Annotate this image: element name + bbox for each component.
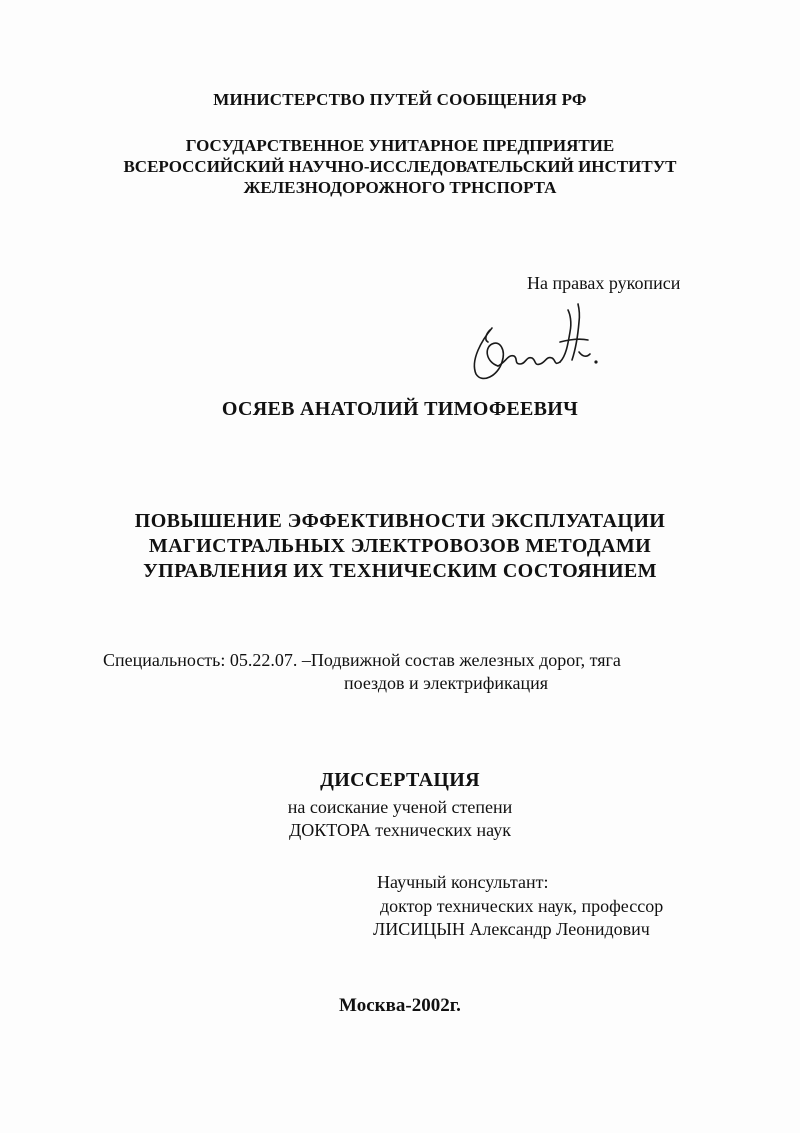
consultant-name: ЛИСИЦЫН Александр Леонидович <box>373 919 650 939</box>
specialty-line-2: поездов и электрификация <box>344 673 549 693</box>
consultant-degree: доктор технических наук, профессор <box>380 896 664 916</box>
thesis-title-line-3: УПРАВЛЕНИЯ ИХ ТЕХНИЧЕСКИМ СОСТОЯНИЕМ <box>143 560 657 582</box>
author-name: ОСЯЕВ АНАТОЛИЙ ТИМОФЕЕВИЧ <box>221 398 579 420</box>
thesis-title-line-1: ПОВЫШЕНИЕ ЭФФЕКТИВНОСТИ ЭКСПЛУАТАЦИИ <box>134 510 666 532</box>
degree-name-line: ДОКТОРА технических наук <box>289 820 511 840</box>
organization-line-3: ЖЕЛЕЗНОДОРОЖНОГО ТРНСПОРТА <box>243 178 557 197</box>
handwritten-signature <box>462 300 612 388</box>
thesis-title-line-2: МАГИСТРАЛЬНЫХ ЭЛЕКТРОВОЗОВ МЕТОДАМИ <box>148 535 652 557</box>
specialty-line-1: Специальность: 05.22.07. –Подвижной состав железных дорог, тяга <box>103 650 621 670</box>
city-year: Москва-2002г. <box>339 995 461 1016</box>
ministry-heading: МИНИСТЕРСТВО ПУТЕЙ СООБЩЕНИЯ РФ <box>213 90 587 109</box>
dissertation-heading: ДИССЕРТАЦИЯ <box>320 769 480 791</box>
manuscript-rights-note: На правах рукописи <box>527 273 681 293</box>
degree-purpose-line: на соискание ученой степени <box>287 797 513 817</box>
consultant-label: Научный консультант: <box>377 872 549 892</box>
organization-line-1: ГОСУДАРСТВЕННОЕ УНИТАРНОЕ ПРЕДПРИЯТИЕ <box>185 136 615 155</box>
organization-line-2: ВСЕРОССИЙСКИЙ НАУЧНО-ИССЛЕДОВАТЕЛЬСКИЙ ИНСТИТУТ <box>123 157 677 176</box>
